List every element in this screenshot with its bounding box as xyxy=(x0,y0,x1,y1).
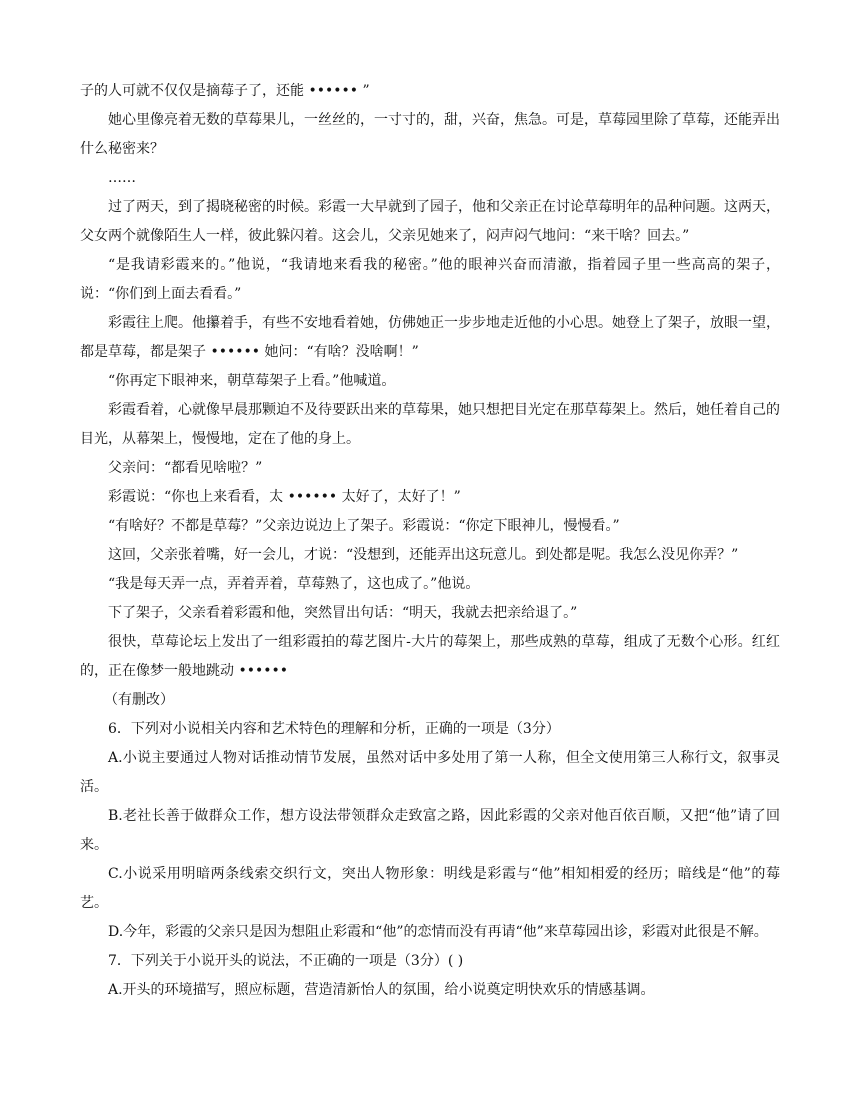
question-6: 6．下列对小说相关内容和艺术特色的理解和分析，正确的一项是（3分） xyxy=(108,721,560,737)
paragraph-13: 下了架子，父亲看着彩霞和他，突然冒出句话：“明天，我就去把亲给退了。” xyxy=(108,605,578,621)
question-7-option-a: A.开头的环境描写，照应标题，营造清新怡人的氛围，给小说奠定明快欢乐的情感基调。 xyxy=(108,982,655,998)
paragraph-9: 彩霞说：“你也上来看看，太 •••••• 太好了，太好了！” xyxy=(108,489,461,505)
paragraph-3: 过了两天，到了揭晓秘密的时候。彩霞一大早就到了园子，他和父亲正在讨论草莓明年的品种问题。这两天，父女两个就像陌生人一样，彼此躲闪着。这会儿，父亲见她来了，闷声闷气地问：“来干啥？回去。” xyxy=(80,199,780,244)
paragraph-8: 父亲问：“都看见啥啦？” xyxy=(108,460,263,476)
question-6-option-b: B.老社长善于做群众工作，想方设法带领群众走致富之路，因此彩霞的父亲对他百依百顺，又把“他”请了回来。 xyxy=(80,808,780,853)
paragraph-12: “我是每天弄一点，弄着弄着，草莓熟了，这也成了。”他说。 xyxy=(108,576,480,592)
question-6-option-d: D.今年，彩霞的父亲只是因为想阻止彩霞和“他”的恋情而没有再请“他”来草莓园出诊，彩霞对此很是不解。 xyxy=(108,924,768,940)
ellipsis-line: …… xyxy=(108,170,136,186)
paragraph-11: 这回，父亲张着嘴，好一会儿，才说：“没想到，还能弄出这玩意儿。到处都是呢。我怎么没见你弄？” xyxy=(108,547,739,563)
question-6-option-a: A.小说主要通过人物对话推动情节发展，虽然对话中多处用了第一人称，但全文使用第三人称行文，叙事灵活。 xyxy=(80,750,780,795)
paragraph-6: “你再定下眼神来，朝草莓架子上看。”他喊道。 xyxy=(108,373,396,389)
paragraph-1: 她心里像亮着无数的草莓果儿，一丝丝的，一寸寸的，甜，兴奋，焦急。可是，草莓园里除了草莓，还能弄出什么秘密来？ xyxy=(80,112,780,157)
paragraph-5: 彩霞往上爬。他攥着手，有些不安地看着她，仿佛她正一步步地走近他的小心思。她登上了架子，放眼一望，都是草莓，都是架子 •••••• 她问：“有啥？没啥啊！” xyxy=(80,315,780,360)
abridged-note: （有删改） xyxy=(104,692,174,708)
paragraph-10: “有啥好？不都是草莓？”父亲边说边上了架子。彩霞说：“你定下眼神儿，慢慢看。” xyxy=(108,518,620,534)
paragraph-0: 子的人可就不仅仅是摘莓子了，还能 •••••• ” xyxy=(80,83,370,99)
paragraph-14: 很快，草莓论坛上发出了一组彩霞拍的莓艺图片-大片的莓架上，那些成熟的草莓，组成了无数个心形。红红的，正在像梦一般地跳动 •••••• xyxy=(80,634,780,679)
paragraph-4: “是我请彩霞来的。”他说，“我请地来看我的秘密。”他的眼神兴奋而清澈，指着园子里一些高高的架子，说：“你们到上面去看看。” xyxy=(80,257,780,302)
question-6-option-c: C.小说采用明暗两条线索交织行文，突出人物形象：明线是彩霞与“他”相知相爱的经历；暗线是“他”的莓艺。 xyxy=(80,866,780,911)
paragraph-7: 彩霞看着，心就像早晨那颗迫不及待要跃出来的草莓果，她只想把目光定在那草莓架上。然后，她任着自己的目光，从幕架上，慢慢地，定在了他的身上。 xyxy=(80,402,780,447)
question-7: 7．下列关于小说开头的说法，不正确的一项是（3分）( ) xyxy=(108,953,464,969)
